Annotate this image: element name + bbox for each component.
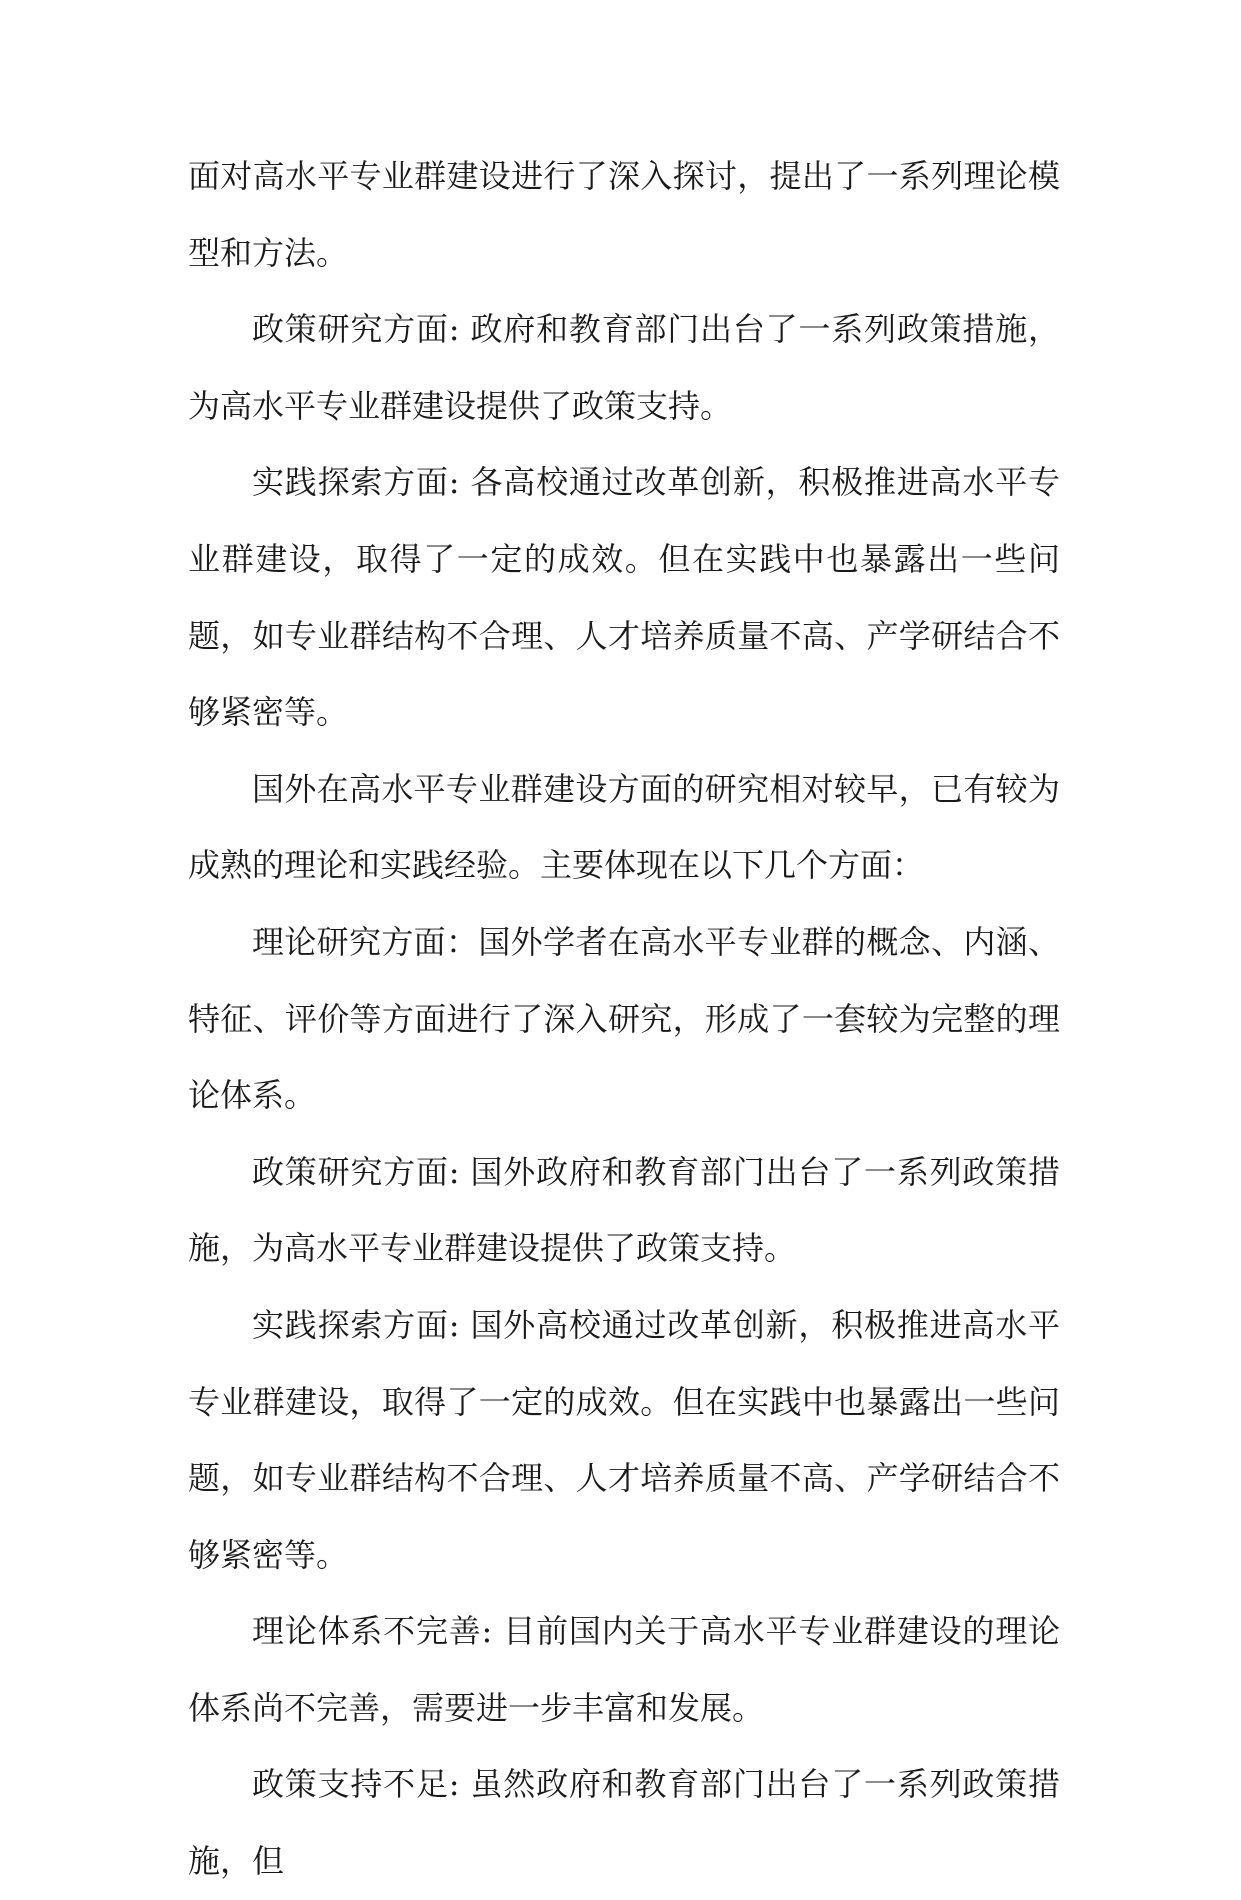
paragraph: 政策研究方面: 国外政府和教育部门出台了一系列政策措施，为高水平专业群建设提供了政策支持。 bbox=[188, 1152, 1060, 1268]
paragraph: 实践探索方面: 各高校通过改革创新，积极推进高水平专业群建设，取得了一定的成效。但在实践中也暴露出一些问题，如专业群结构不合理、人才培养质量不高、产学研结合不够紧密等。 bbox=[188, 463, 1060, 732]
paragraph: 政策研究方面: 政府和教育部门出台了一系列政策措施，为高水平专业群建设提供了政策支持。 bbox=[188, 310, 1060, 425]
paragraph: 政策支持不足: 虽然政府和教育部门出台了一系列政策措施，但 bbox=[188, 1765, 1060, 1881]
paragraph: 理论体系不完善: 目前国内关于高水平专业群建设的理论体系尚不完善，需要进一步丰富和发展。 bbox=[188, 1612, 1060, 1727]
paragraph: 国外在高水平专业群建设方面的研究相对较早，已有较为成熟的理论和实践经验。主要体现在以下几个方面： bbox=[188, 769, 1060, 885]
paragraph: 理论研究方面：国外学者在高水平专业群的概念、内涵、特征、评价等方面进行了深入研究，形成了一套较为完整的理论体系。 bbox=[188, 922, 1060, 1115]
paragraph: 实践探索方面: 国外高校通过改革创新，积极推进高水平专业群建设，取得了一定的成效。但在实践中也暴露出一些问题，如专业群结构不合理、人才培养质量不高、产学研结合不够紧密等。 bbox=[188, 1305, 1060, 1574]
paragraph: 面对高水平专业群建设进行了深入探讨，提出了一系列理论模型和方法。 bbox=[188, 157, 1060, 272]
body-text bbox=[188, 138, 1060, 1900]
